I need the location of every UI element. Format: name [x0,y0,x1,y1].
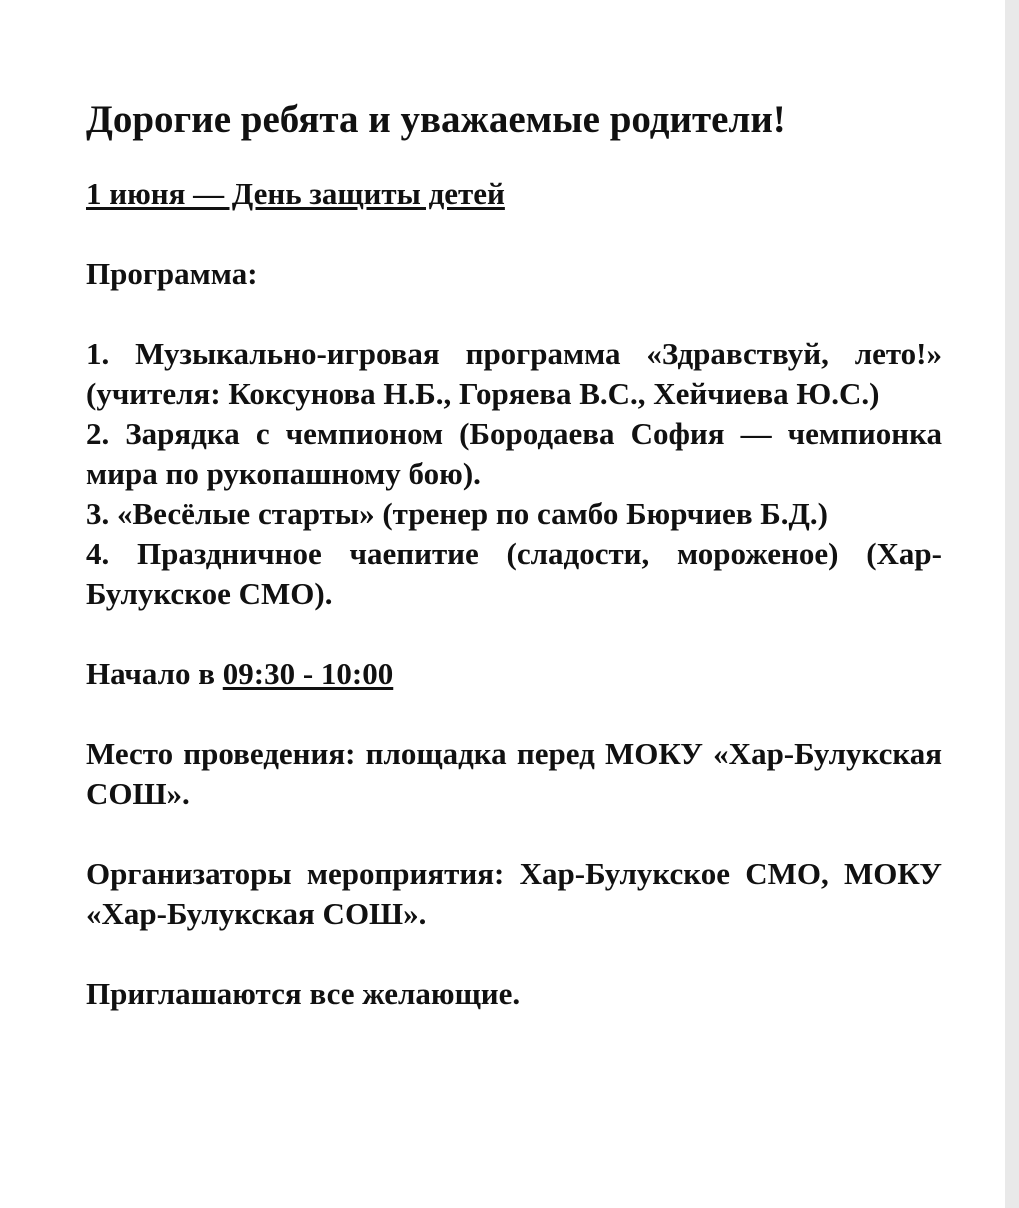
program-item: 1. Музыкально-игровая программа «Здравствуй, лето!» (учителя: Коксунова Н.Б., Горяева В.С., Хейчиева Ю.С.) [86,336,942,411]
program-item: 3. «Весёлые старты» (тренер по самбо Бюрчиев Б.Д.) [86,496,828,531]
program-list [86,334,942,614]
invitation: Приглашаются все желающие. [86,976,521,1011]
document-page [86,94,942,1014]
document-title: Дорогие ребята и уважаемые родители! [86,98,786,141]
event-line: 1 июня — День защиты детей [86,176,505,211]
start-time: 09:30 - 10:00 [222,656,394,691]
start-time-line [86,654,942,694]
program-item: 2. Зарядка с чемпионом (Бородаева София — чемпионка мира по рукопашному бою). [86,416,942,491]
program-heading: Программа: [86,256,258,291]
vertical-scrollbar[interactable] [1005,0,1019,1208]
program-item: 4. Праздничное чаепитие (сладости, мороженое) (Хар-Булукское СМО). [86,536,942,611]
venue: Место проведения: площадка перед МОКУ «Хар-Булукская СОШ». [86,736,942,811]
start-label: Начало в [86,656,223,691]
organizers: Организаторы мероприятия: Хар-Булукское СМО, МОКУ «Хар-Булукская СОШ». [86,856,942,931]
